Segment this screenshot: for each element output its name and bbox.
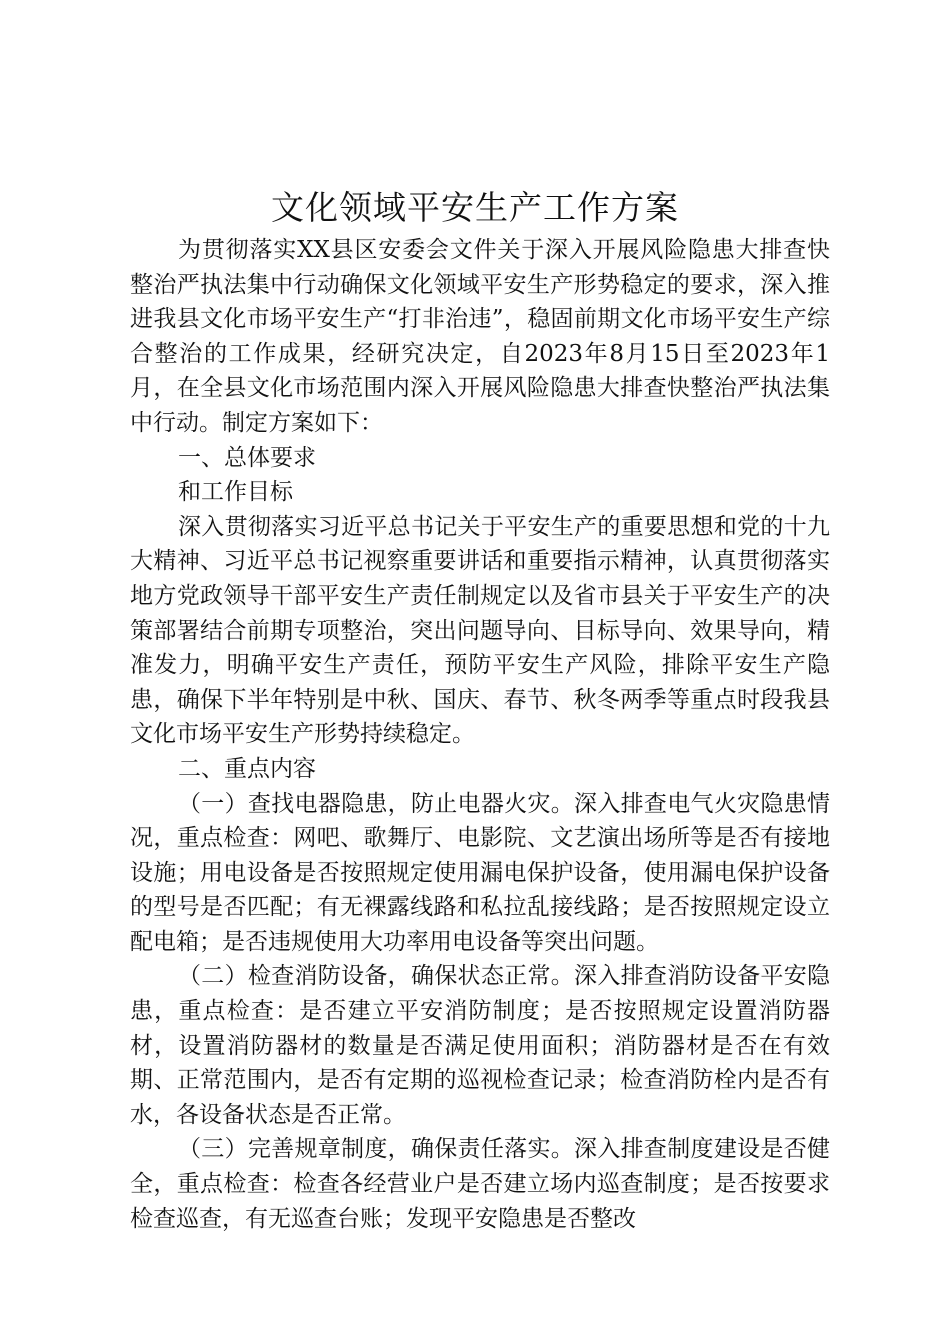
fire-equipment-paragraph: （二）检查消防设备，确保状态正常。深入排查消防设备平安隐患，重点检查：是否建立平安消防制度；是否按照规定设置消防器材，设置消防器材的数量是否满足使用面积；消防器材是否在有效期、正常范围内，是否有定期的巡视检查记录；检查消防栓内是否有水，各设备状态是否正常。	[130, 963, 830, 1128]
document-title: 文化领域平安生产工作方案	[271, 188, 679, 227]
document-body	[130, 233, 830, 1236]
goals-paragraph: 深入贯彻落实习近平总书记关于平安生产的重要思想和党的十九大精神、习近平总书记视察重要讲话和重要指示精神，认真贯彻落实地方党政领导干部平安生产责任制规定以及省市县关于平安生产的决策部署结合前期专项整治，突出问题导向、目标导向、效果导向，精准发力，明确平安生产责任，预防平安生产风险，排除平安生产隐患，确保下半年特别是中秋、国庆、春节、秋冬两季等重点时段我县文化市场平安生产形势持续稳定。	[130, 513, 830, 748]
section-heading-key-content: 二、重点内容	[178, 755, 316, 782]
section-heading-goals: 和工作目标	[178, 479, 293, 506]
section-heading-general: 一、总体要求	[178, 444, 316, 471]
regulations-paragraph: （三）完善规章制度，确保责任落实。深入排查制度建设是否健全，重点检查：检查各经营业户是否建立场内巡查制度；是否按要求检查巡查，有无巡查台账；发现平安隐患是否整改	[130, 1136, 830, 1232]
intro-paragraph: 为贯彻落实XX县区安委会文件关于深入开展风险隐患大排查快整治严执法集中行动确保文化领域平安生产形势稳定的要求，深入推进我县文化市场平安生产“打非治违”，稳固前期文化市场平安生产综合整治的工作成果，经研究决定，自2023年8月15日至2023年1月，在全县文化市场范围内深入开展风险隐患大排查快整治严执法集中行动。制定方案如下：	[130, 237, 830, 436]
electrical-hazards-paragraph: （一）查找电器隐患，防止电器火灾。深入排查电气火灾隐患情况，重点检查：网吧、歌舞厅、电影院、文艺演出场所等是否有接地设施；用电设备是否按照规定使用漏电保护设备，使用漏电保护设备的型号是否匹配；有无裸露线路和私拉乱接线路；是否按照规定设立配电箱；是否违规使用大功率用电设备等突出问题。	[130, 790, 830, 955]
